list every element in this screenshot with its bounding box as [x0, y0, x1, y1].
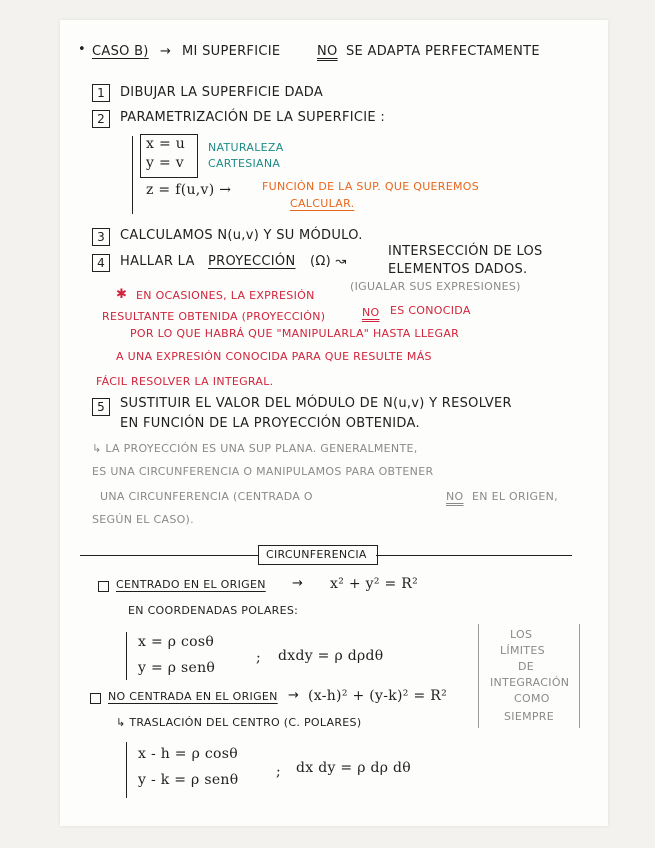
gray-note-3b: EN EL ORIGEN, — [472, 490, 558, 503]
c1-semicolon: ; — [256, 650, 262, 666]
case-label: CASO B) — [92, 44, 149, 59]
red-note-5: FÁCIL RESOLVER LA INTEGRAL. — [96, 375, 274, 388]
limits-5: COMO — [514, 692, 550, 705]
gray-note-2: ES UNA CIRCUNFERENCIA O MANIPULAMOS PARA OBTENER — [92, 465, 434, 478]
step-5-text-a: SUSTITUIR EL VALOR DEL MÓDULO DE N(u,v) Y RESOLVER — [120, 396, 512, 411]
c2-y: y - k = ρ senθ — [138, 772, 239, 788]
c2-sub: ↳ TRASLACIÓN DEL CENTRO (C. POLARES) — [116, 716, 362, 729]
step-4-text-c: INTERSECCIÓN DE LOS — [388, 244, 543, 259]
gray-note-4: SEGÚN EL CASO). — [92, 513, 194, 526]
natural-label-1: NATURALEZA — [208, 141, 284, 154]
step-2-text: PARAMETRIZACIÓN DE LA SUPERFICIE : — [120, 110, 386, 125]
step-4-number: 4 — [92, 254, 110, 272]
bullet: • — [78, 42, 86, 57]
param-y: y = v — [146, 155, 184, 171]
step-4-text-b: (Ω) ↝ — [310, 254, 347, 269]
c1-x: x = ρ cosθ — [138, 634, 215, 650]
param-brace — [132, 136, 133, 214]
c1-dxdy: dxdy = ρ dρdθ — [278, 648, 384, 664]
c2-equation: (x-h)² + (y-k)² = R² — [308, 688, 448, 704]
limits-6: SIEMPRE — [504, 710, 554, 723]
func-label-1: FUNCIÓN DE LA SUP. QUE QUEREMOS — [262, 180, 480, 193]
asterisk-icon: ✱ — [116, 287, 128, 302]
param-x: x = u — [146, 136, 186, 152]
c2-brace — [126, 742, 127, 798]
gray-note-3-no: NO — [446, 490, 464, 503]
c1-brace — [126, 632, 127, 680]
gray-note-1: ↳ LA PROYECCIÓN ES UNA SUP PLANA. GENERALMENTE, — [92, 442, 418, 455]
c1-sub: EN COORDENADAS POLARES: — [128, 604, 299, 617]
step-5-number: 5 — [92, 398, 110, 416]
limits-2: LÍMITES — [500, 644, 545, 657]
circ-heading: CIRCUNFERENCIA — [266, 548, 367, 561]
c1-equation: x² + y² = R² — [330, 576, 419, 592]
case-title-a: MI SUPERFICIE — [182, 44, 281, 59]
step-3-text: CALCULAMOS N(u,v) Y SU MÓDULO. — [120, 228, 363, 243]
gray-aside: (IGUALAR SUS EXPRESIONES) — [350, 280, 521, 293]
red-note-2-no: NO — [362, 306, 380, 319]
func-label-2: CALCULAR. — [290, 197, 355, 210]
arrow-icon-2: → — [292, 576, 304, 591]
c2-dxdy: dx dy = ρ dρ dθ — [296, 760, 412, 776]
gray-note-3a: UNA CIRCUNFERENCIA (CENTRADA O — [100, 490, 313, 503]
param-z: z = f(u,v) → — [146, 182, 232, 198]
step-4-text-u: PROYECCIÓN — [208, 254, 296, 269]
arrow-icon: → — [160, 44, 172, 59]
red-note-4: A UNA EXPRESIÓN CONOCIDA PARA QUE RESULTE MÁS — [116, 350, 432, 363]
step-4-text-d: ELEMENTOS DADOS. — [388, 262, 528, 277]
step-4-text-a: HALLAR LA — [120, 254, 195, 269]
arrow-icon-3: → — [288, 688, 300, 703]
red-note-2a: RESULTANTE OBTENIDA (PROYECCIÓN) — [102, 310, 326, 323]
red-note-3: POR LO QUE HABRÁ QUE "MANIPULARLA" HASTA LLEGAR — [130, 327, 460, 340]
c2-title: NO CENTRADA EN EL ORIGEN — [108, 690, 278, 703]
step-1-number: 1 — [92, 84, 110, 102]
case-title-no: NO — [317, 44, 338, 59]
step-3-number: 3 — [92, 228, 110, 246]
limits-4: INTEGRACIÓN — [490, 676, 570, 689]
red-note-2b: ES CONOCIDA — [390, 304, 471, 317]
step-1-text: DIBUJAR LA SUPERFICIE DADA — [120, 85, 324, 100]
red-note-1: EN OCASIONES, LA EXPRESIÓN — [136, 289, 315, 302]
limits-1: LOS — [510, 628, 533, 641]
c1-title: CENTRADO EN EL ORIGEN — [116, 578, 266, 591]
c1-y: y = ρ senθ — [138, 660, 216, 676]
c2-x: x - h = ρ cosθ — [138, 746, 238, 762]
natural-label-2: CARTESIANA — [208, 157, 281, 170]
case-title-b: SE ADAPTA PERFECTAMENTE — [346, 44, 540, 59]
c2-semicolon: ; — [276, 764, 282, 780]
step-5-text-b: EN FUNCIÓN DE LA PROYECCIÓN OBTENIDA. — [120, 416, 420, 431]
divider-right — [376, 555, 572, 556]
checkbox-icon — [98, 581, 109, 592]
step-2-number: 2 — [92, 110, 110, 128]
divider-left — [80, 555, 258, 556]
checkbox-icon-2 — [90, 693, 101, 704]
limits-3: DE — [518, 660, 535, 673]
